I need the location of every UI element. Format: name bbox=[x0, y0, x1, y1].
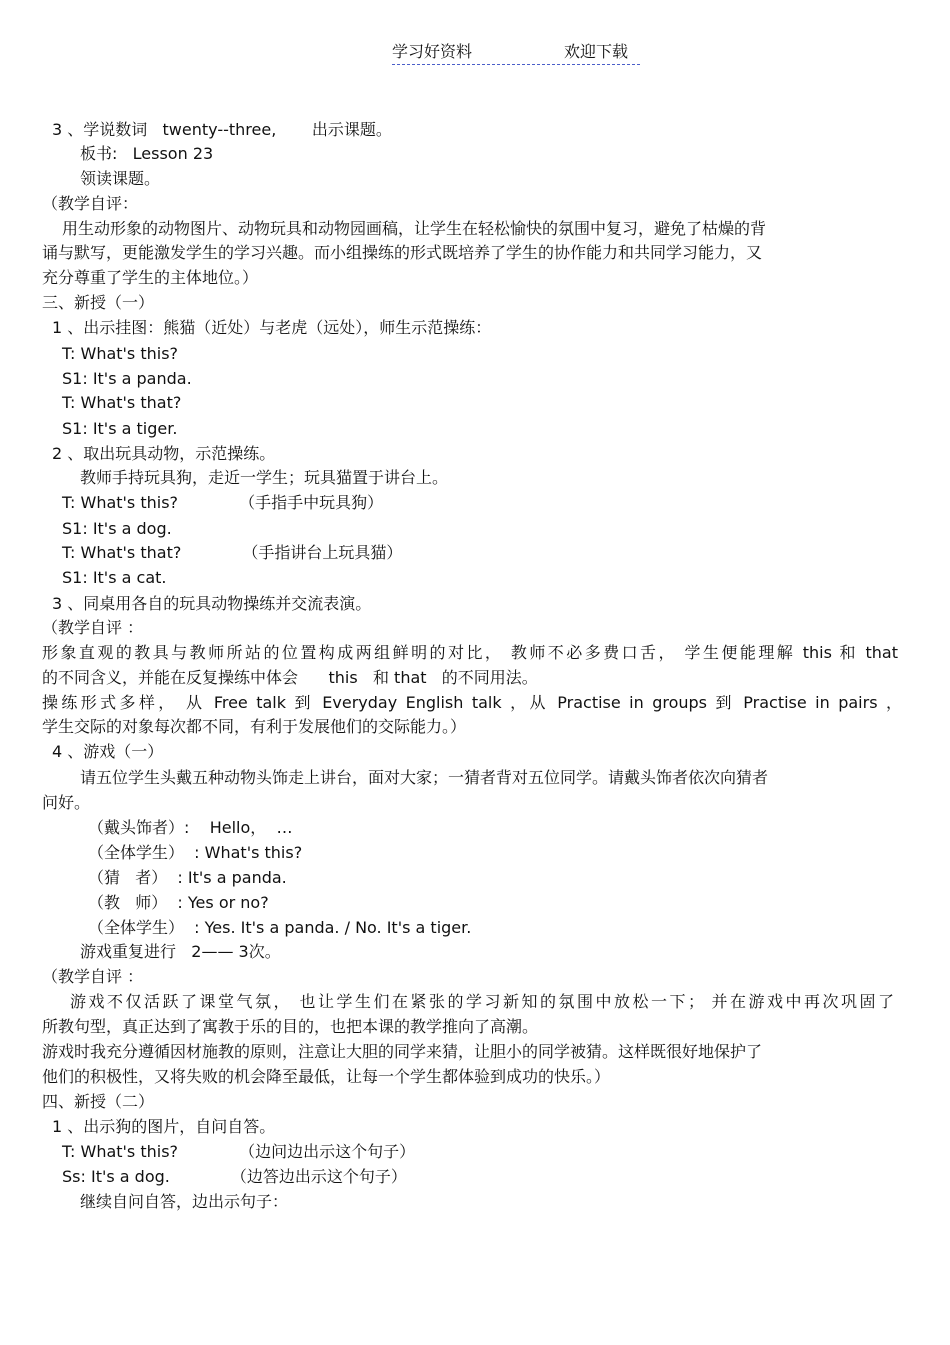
text-line: S1: It's a cat. bbox=[62, 568, 167, 587]
text-line: 操练形式多样， 从 Free talk 到 Everyday English talk ，从 Practise in groups 到 Practise in pairs ， bbox=[42, 693, 902, 712]
text-line: Ss: It's a dog. （边答边出示这个句子） bbox=[62, 1167, 407, 1186]
text-line: 继续自问自答，边出示句子： bbox=[80, 1192, 289, 1211]
text-line: T: What's this? （边问边出示这个句子） bbox=[62, 1142, 416, 1161]
text-line: （全体学生） : What's this? bbox=[88, 843, 303, 862]
text-line: 游戏不仅活跃了课堂气氛， 也让学生们在紧张的学习新知的氛围中放松一下； 并在游戏中再次巩固了 bbox=[70, 992, 894, 1011]
text-line: 用生动形象的动物图片、动物玩具和动物园画稿，让学生在轻松愉快的氛围中复习，避免了枯燥的背 bbox=[62, 219, 767, 238]
text-line: S1: It's a dog. bbox=[62, 519, 172, 538]
text-line: 游戏重复进行 2—— 3次。 bbox=[80, 942, 281, 961]
text-line: T: What's that? bbox=[62, 393, 182, 412]
page-header bbox=[392, 42, 642, 66]
text-line: 1 、出示挂图：熊猫（近处）与老虎（远处），师生示范操练： bbox=[52, 318, 492, 337]
text-line: （教学自评 ： bbox=[42, 967, 144, 986]
text-line: （教学自评： bbox=[42, 194, 139, 213]
text-line: T: What's this? bbox=[62, 344, 179, 363]
text-line: 板书: Lesson 23 bbox=[80, 144, 214, 163]
header-right-text: 欢迎下载 bbox=[564, 42, 629, 61]
text-line: 教师手持玩具狗，走近一学生；玩具猫置于讲台上。 bbox=[80, 468, 449, 487]
header-left-text: 学习好资料 bbox=[392, 42, 473, 61]
text-line: （教学自评 ： bbox=[42, 618, 144, 637]
text-line: S1: It's a tiger. bbox=[62, 419, 178, 438]
text-line: 充分尊重了学生的主体地位。） bbox=[42, 268, 259, 287]
text-line: 的不同含义，并能在反复操练中体会 this 和 that 的不同用法。 bbox=[42, 668, 538, 687]
text-line: 三、新授（一） bbox=[42, 293, 155, 312]
text-line: 游戏时我充分遵循因材施教的原则，注意让大胆的同学来猜，让胆小的同学被猜。这样既很好地保护了 bbox=[42, 1042, 763, 1061]
text-line: 问好。 bbox=[42, 793, 91, 812]
text-line: 所教句型，真正达到了寓教于乐的目的，也把本课的教学推向了高潮。 bbox=[42, 1017, 539, 1036]
text-line: 2 、取出玩具动物，示范操练。 bbox=[52, 444, 276, 463]
text-line: （戴头饰者）: Hello， … bbox=[88, 818, 293, 837]
text-line: 请五位学生头戴五种动物头饰走上讲台，面对大家；一猜者背对五位同学。请戴头饰者依次向猜者 bbox=[80, 768, 769, 787]
header-underline bbox=[392, 64, 640, 65]
text-line: 学生交际的对象每次都不同，有利于发展他们的交际能力。） bbox=[42, 717, 467, 736]
text-line: 4 、游戏（一） bbox=[52, 742, 164, 761]
text-line: 领读课题。 bbox=[80, 169, 161, 188]
text-line: 形象直观的教具与教师所站的位置构成两组鲜明的对比， 教师不必多费口舌， 学生便能理解 this 和 that bbox=[42, 643, 898, 662]
text-line: T: What's this? （手指手中玩具狗） bbox=[62, 493, 384, 512]
text-line: 他们的积极性，又将失败的机会降至最低，让每一个学生都体验到成功的快乐。） bbox=[42, 1067, 611, 1086]
text-line: 3 、同桌用各自的玩具动物操练并交流表演。 bbox=[52, 594, 372, 613]
text-line: （全体学生） : Yes. It's a panda. / No. It's a tiger. bbox=[88, 918, 472, 937]
text-line: （猜 者） : It's a panda. bbox=[88, 868, 287, 887]
text-line: 3 、学说数词 twenty--three, 出示课题。 bbox=[52, 120, 392, 139]
text-line: 四、新授（二） bbox=[42, 1092, 155, 1111]
text-line: 诵与默写，更能激发学生的学习兴趣。而小组操练的形式既培养了学生的协作能力和共同学习能力，又 bbox=[42, 243, 763, 262]
text-line: （教 师） : Yes or no? bbox=[88, 893, 269, 912]
text-line: 1 、出示狗的图片，自问自答。 bbox=[52, 1117, 276, 1136]
text-line: T: What's that? （手指讲台上玩具猫） bbox=[62, 543, 403, 562]
text-line: S1: It's a panda. bbox=[62, 369, 192, 388]
